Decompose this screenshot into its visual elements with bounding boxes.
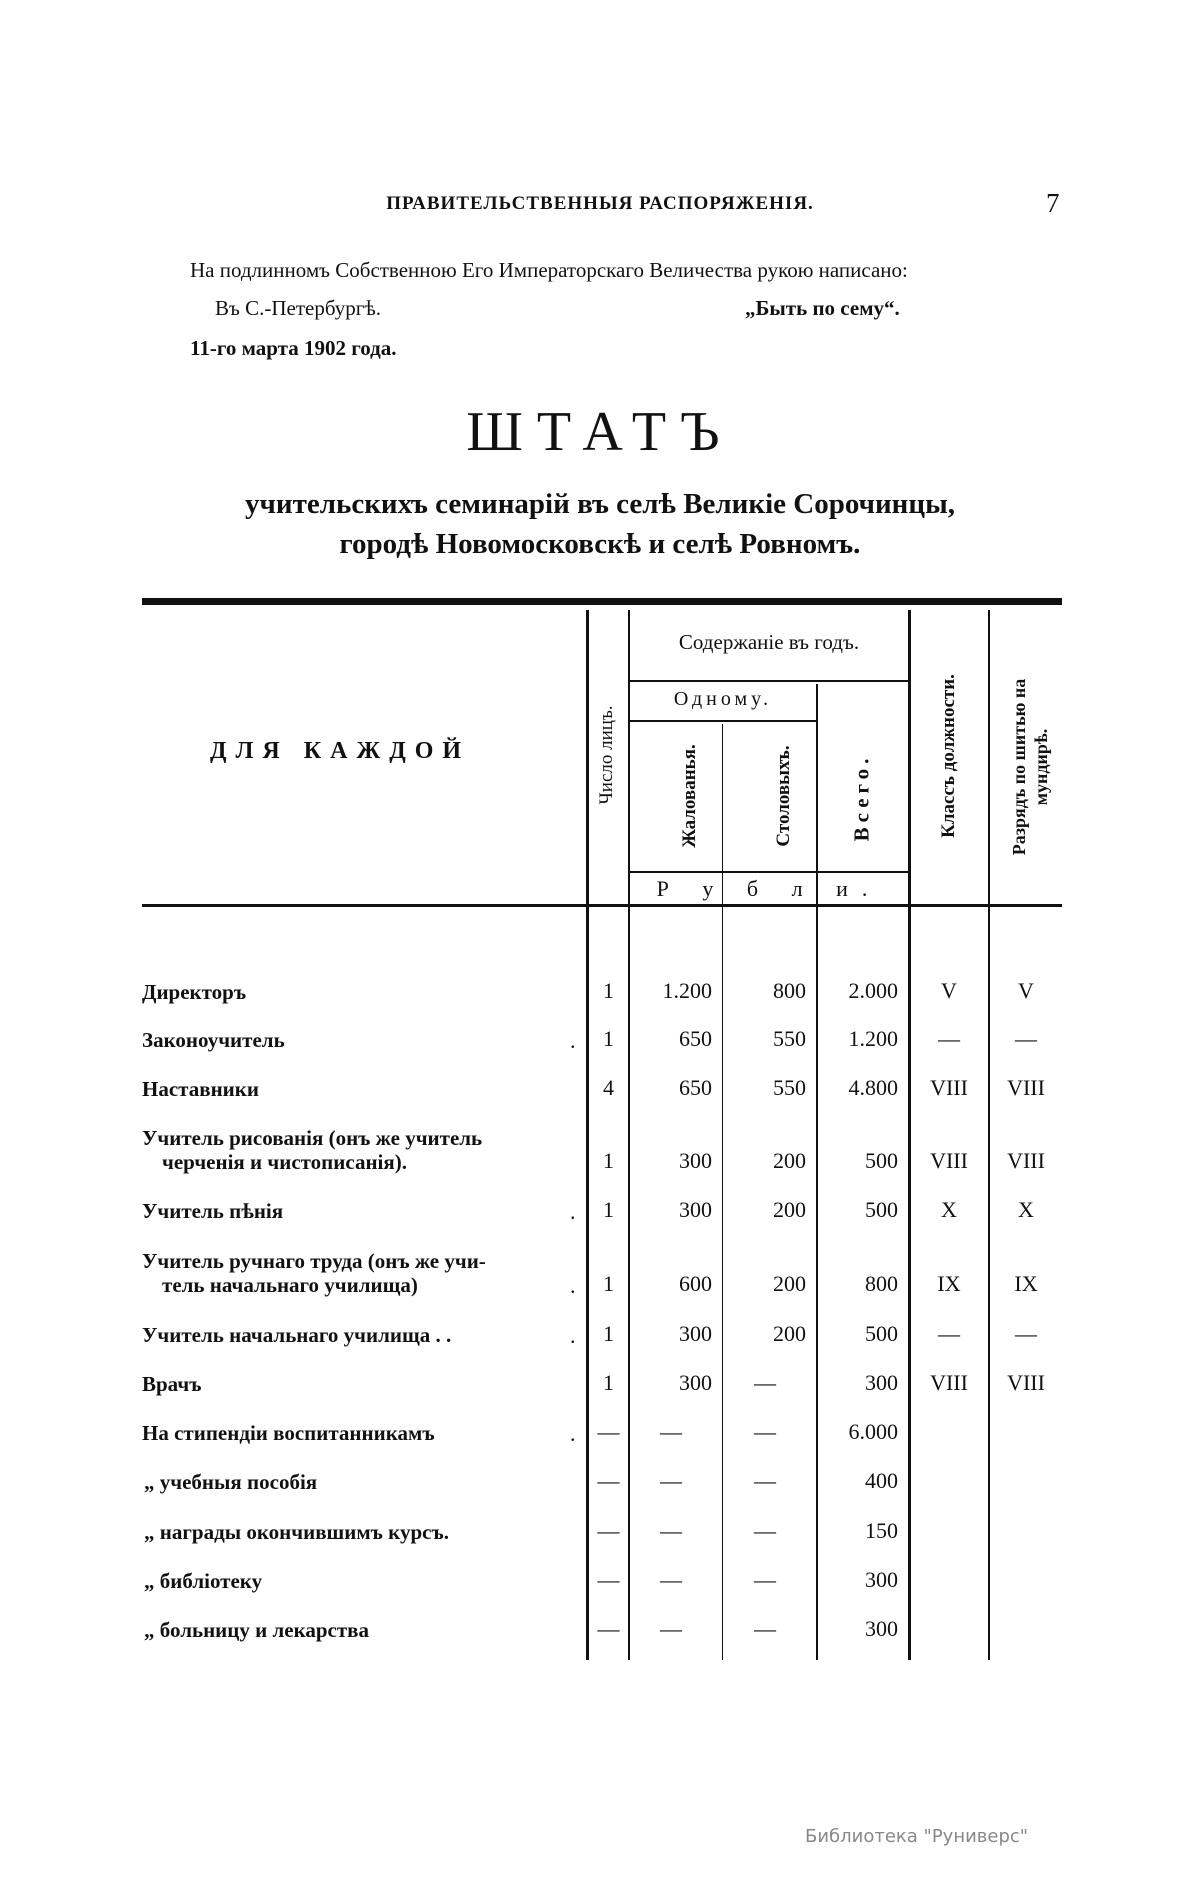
salary-cell: 300 (679, 1370, 712, 1395)
column-divider (908, 610, 911, 1660)
uniform-rank-cell: VIII (1007, 1148, 1045, 1173)
header-rubles: Р у б л и. (656, 876, 882, 901)
class-cell: — (938, 1026, 960, 1051)
class-cell: IX (937, 1271, 961, 1296)
uniform-rank-cell: VIII (1007, 1075, 1045, 1100)
class-cell: VIII (930, 1370, 968, 1395)
row-name: Учитель пѣнія (142, 1199, 284, 1223)
salary-cell: 300 (679, 1148, 712, 1173)
table-money-cell: — (754, 1419, 776, 1444)
running-head: ПРАВИТЕЛЬСТВЕННЫЯ РАСПОРЯЖЕНІЯ. (386, 193, 814, 214)
salary-cell: — (660, 1616, 682, 1641)
place-text: Въ С.-Петербургѣ. (215, 296, 382, 320)
header-total: Всего. (849, 753, 874, 842)
header-count: Число лицъ. (596, 705, 617, 805)
leader-dot: . (570, 1421, 576, 1446)
count-cell: — (597, 1518, 620, 1543)
count-cell: 1 (603, 1321, 614, 1346)
intro-text: На подлинномъ Собственною Его Императорскаго Величества рукою написано: (190, 258, 908, 282)
table-top-rule (142, 598, 1062, 605)
header-table-money: Столовыхъ. (773, 745, 794, 847)
column-divider (988, 610, 990, 1660)
salary-cell: — (660, 1468, 682, 1493)
count-cell: 1 (603, 1148, 614, 1173)
row-name: Директоръ (142, 980, 247, 1004)
count-cell: 1 (603, 978, 614, 1003)
table-money-cell: — (754, 1518, 776, 1543)
row-name: „ больницу и лекарства (144, 1618, 370, 1642)
row-name: Учитель начальнаго училища . . (142, 1323, 452, 1347)
count-cell: — (597, 1616, 620, 1641)
total-cell: 500 (865, 1148, 898, 1173)
total-cell: 500 (865, 1197, 898, 1222)
uniform-rank-cell: VIII (1007, 1370, 1045, 1395)
header-uniform-rank: Разрядъ по шитью на мундирѣ. (1009, 678, 1051, 856)
header-bottom-rule (142, 904, 1062, 907)
row-name: „ библіотеку (144, 1569, 263, 1593)
salary-cell: — (660, 1419, 682, 1444)
total-cell: 2.000 (848, 978, 898, 1003)
count-cell: — (597, 1567, 620, 1592)
table-money-cell: 800 (773, 978, 806, 1003)
header-class: Классъ должности. (938, 674, 959, 838)
count-cell: 1 (603, 1271, 614, 1296)
count-cell: — (597, 1419, 620, 1444)
total-cell: 6.000 (848, 1419, 898, 1444)
date-text: 11-го марта 1902 года. (190, 336, 397, 360)
row-name-continued: тель начальнаго училища) (162, 1273, 418, 1297)
table-money-cell: 200 (773, 1148, 806, 1173)
salary-cell: 300 (679, 1321, 712, 1346)
table-money-cell: — (754, 1567, 776, 1592)
total-cell: 800 (865, 1271, 898, 1296)
uniform-rank-cell: IX (1014, 1271, 1038, 1296)
table-money-cell: — (754, 1370, 776, 1395)
subtitle-line-1: учительскихъ семинарій въ селѣ Великіе Сорочинцы, (245, 488, 955, 520)
total-cell: 300 (865, 1616, 898, 1641)
total-cell: 150 (865, 1518, 898, 1543)
row-name: Наставники (142, 1077, 259, 1101)
count-cell: 4 (603, 1075, 614, 1100)
header-maintenance: Содержаніе въ годъ. (678, 630, 860, 654)
uniform-rank-cell: X (1018, 1197, 1034, 1222)
salary-cell: 650 (679, 1026, 712, 1051)
table-money-cell: 200 (773, 1271, 806, 1296)
total-cell: 300 (865, 1567, 898, 1592)
column-divider (586, 610, 589, 1660)
salary-cell: 300 (679, 1197, 712, 1222)
total-cell: 400 (865, 1468, 898, 1493)
rule (630, 680, 908, 682)
row-name-continued: черченія и чистописанія). (162, 1150, 407, 1174)
class-cell: VIII (930, 1075, 968, 1100)
salary-cell: — (660, 1518, 682, 1543)
row-name: На стипендіи воспитанникамъ (142, 1421, 435, 1445)
count-cell: 1 (603, 1370, 614, 1395)
leader-dot: . (570, 1199, 576, 1224)
library-watermark: Библиотека "Руниверс" (805, 1826, 1029, 1847)
table-money-cell: — (754, 1616, 776, 1641)
total-cell: 300 (865, 1370, 898, 1395)
rule (630, 871, 908, 873)
header-per-one: Одному. (673, 688, 773, 710)
table-money-cell: 200 (773, 1197, 806, 1222)
uniform-rank-cell: V (1018, 978, 1034, 1003)
table-money-cell: 200 (773, 1321, 806, 1346)
class-cell: VIII (930, 1148, 968, 1173)
class-cell: V (941, 978, 957, 1003)
row-name: „ учебныя пособія (144, 1470, 318, 1494)
row-name: Учитель ручнаго труда (онъ же учи- (142, 1249, 486, 1273)
class-cell: — (938, 1321, 960, 1346)
subtitle-line-2: городѣ Новомосковскѣ и селѣ Ровномъ. (339, 528, 861, 560)
header-name: ДЛЯ КАЖДОЙ (210, 738, 471, 764)
total-cell: 500 (865, 1321, 898, 1346)
row-name: „ награды окончившимъ курсъ. (144, 1520, 449, 1544)
class-cell: X (941, 1197, 957, 1222)
resolution-text: „Быть по сему“. (745, 296, 900, 320)
total-cell: 4.800 (848, 1075, 898, 1100)
count-cell: 1 (603, 1026, 614, 1051)
count-cell: — (597, 1468, 620, 1493)
salary-cell: 600 (679, 1271, 712, 1296)
header-salary: Жалованья. (679, 744, 700, 848)
salary-cell: 1.200 (662, 978, 712, 1003)
document-title: ШТАТЪ (466, 401, 734, 463)
column-divider (628, 610, 630, 1660)
row-name: Законоучитель (142, 1028, 285, 1052)
total-cell: 1.200 (848, 1026, 898, 1051)
uniform-rank-cell: — (1015, 1321, 1037, 1346)
uniform-rank-cell: — (1015, 1026, 1037, 1051)
count-cell: 1 (603, 1197, 614, 1222)
page-number: 7 (1046, 188, 1060, 218)
column-divider (722, 724, 723, 1660)
table-money-cell: — (754, 1468, 776, 1493)
table-money-cell: 550 (773, 1075, 806, 1100)
leader-dot: . (570, 1273, 576, 1298)
salary-cell: — (660, 1567, 682, 1592)
leader-dot: . (570, 1028, 576, 1053)
row-name: Врачъ (142, 1372, 202, 1396)
table-money-cell: 550 (773, 1026, 806, 1051)
salary-cell: 650 (679, 1075, 712, 1100)
row-name: Учитель рисованія (онъ же учитель (142, 1126, 483, 1150)
leader-dot: . (570, 1323, 576, 1348)
